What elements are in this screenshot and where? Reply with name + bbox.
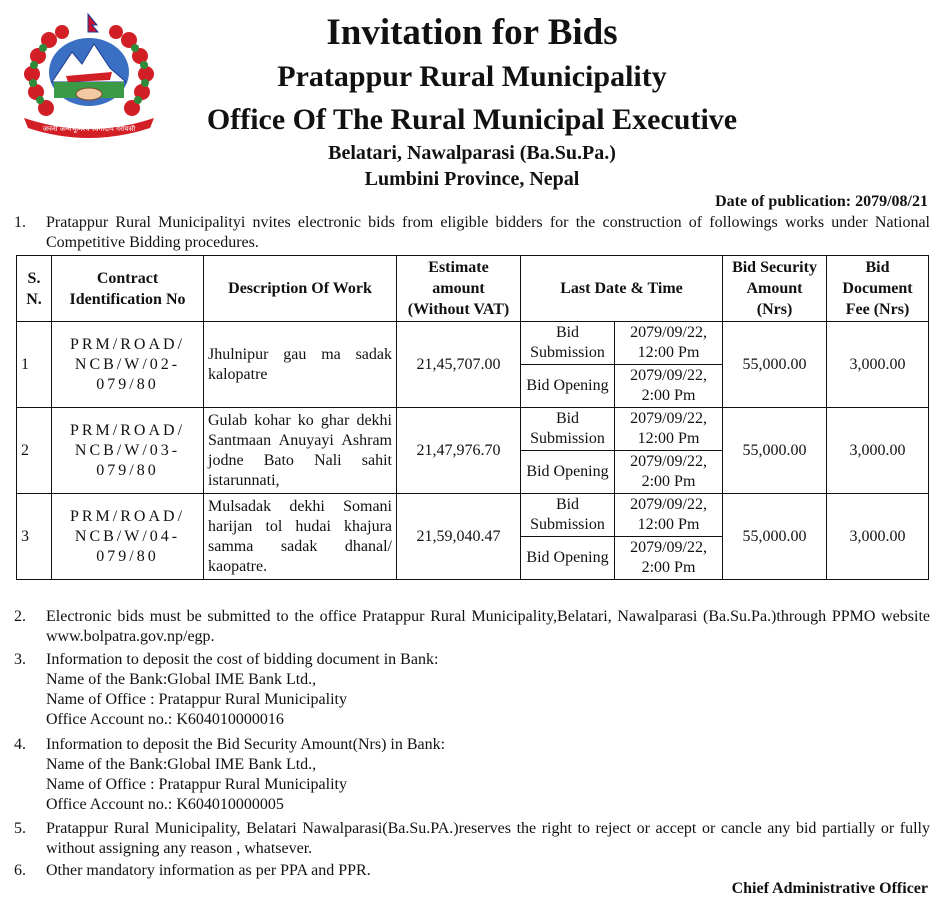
header-last-date: Last Date & Time [521,256,723,322]
item-number: 6. [14,862,26,879]
item-line: Name of Office : Pratappur Rural Municipality [46,691,347,708]
cell-sn: 3 [17,494,52,580]
office-name: Office Of The Rural Municipal Executive [206,103,738,136]
office-address: Belatari, Nawalparasi (Ba.Su.Pa.) [328,142,616,164]
cell-submission-time: 2079/09/22, 12:00 Pm [615,494,723,537]
cell-submission-label: Bid Submission [521,322,615,365]
cell-contract-id: PRM/ROAD/ NCB/W/04-079/80 [52,494,204,580]
cell-sn: 2 [17,408,52,494]
bids-table [16,255,929,580]
cell-submission-label: Bid Submission [521,408,615,451]
item-line: Office Account no.: K604010000005 [46,796,284,813]
item-number: 3. [14,651,26,668]
item-line: Information to deposit the Bid Security Amount(Nrs) in Bank: [46,736,446,753]
item-line: Office Account no.: K604010000016 [46,711,284,728]
page-title: Invitation for Bids [326,12,618,53]
header-sn: S. N. [17,256,52,322]
item-text: Other mandatory information as per PPA and PPR. [46,862,371,879]
intro-paragraph [14,213,930,253]
cell-estimate: 21,59,040.47 [397,494,521,580]
item-line: Information to deposit the cost of bidding document in Bank: [46,651,439,668]
cell-contract-id: PRM/ROAD/ NCB/W/03-079/80 [52,408,204,494]
item-2 [14,607,930,647]
header-estimate: Estimate amount (Without VAT) [397,256,521,322]
header-description: Description Of Work [204,256,397,322]
cell-description: Jhulnipur gau ma sadak kalopatre [204,322,397,408]
province-name: Lumbini Province, Nepal [364,168,580,190]
publication-date: Date of publication: 2079/08/21 [715,193,928,210]
cell-document-fee: 3,000.00 [827,322,929,408]
item-text: Pratappur Rural Municipality, Belatari Nawalparasi(Ba.Su.PA.)reserves the right to reject or accept or cancle any bid partially or fully without assigning any reason , whatsever. [46,820,930,857]
item-5 [14,819,930,859]
cell-estimate: 21,47,976.70 [397,408,521,494]
item-6 [14,861,930,881]
cell-document-fee: 3,000.00 [827,408,929,494]
item-line: Name of the Bank:Global IME Bank Ltd., [46,756,317,773]
cell-opening-time: 2079/09/22, 2:00 Pm [615,451,723,494]
header-document-fee: Bid Document Fee (Nrs) [827,256,929,322]
cell-document-fee: 3,000.00 [827,494,929,580]
item-text: Pratappur Rural Municipalityi nvites electronic bids from eligible bidders for the construction of followings works under National Competitive Bidding procedures. [46,214,930,251]
item-number: 2. [14,608,26,625]
item-line: Name of Office : Pratappur Rural Municipality [46,776,347,793]
header-contract-id: Contract Identification No [52,256,204,322]
item-number: 5. [14,820,26,837]
table-row [17,322,929,365]
cell-contract-id: PRM/ROAD/ NCB/W/02-079/80 [52,322,204,408]
item-3 [14,650,930,730]
cell-opening-time: 2079/09/22, 2:00 Pm [615,365,723,408]
cell-sn: 1 [17,322,52,408]
item-line: Name of the Bank:Global IME Bank Ltd., [46,671,317,688]
cell-submission-time: 2079/09/22, 12:00 Pm [615,322,723,365]
item-number: 4. [14,736,26,753]
cell-opening-label: Bid Opening [521,537,615,580]
signature-title: Chief Administrative Officer [731,880,928,897]
cell-opening-label: Bid Opening [521,365,615,408]
municipality-name: Pratappur Rural Municipality [277,60,667,93]
table-row [17,494,929,537]
item-4 [14,735,930,815]
cell-opening-label: Bid Opening [521,451,615,494]
table-row [17,408,929,451]
cell-submission-label: Bid Submission [521,494,615,537]
cell-bid-security: 55,000.00 [723,408,827,494]
header-bid-security: Bid Security Amount (Nrs) [723,256,827,322]
cell-description: Mulsadak dekhi Somani harijan tol hudai khajura samma sadak dhanal/ kaopatre. [204,494,397,580]
table-header-row [17,256,929,322]
cell-bid-security: 55,000.00 [723,494,827,580]
item-text: Electronic bids must be submitted to the office Pratappur Rural Municipality,Belatari, Nawalparasi (Ba.Su.Pa.)through PPMO website www.bolpatra.gov.np/egp. [46,608,930,645]
emblem-motto: जननी जन्मभूमिश्च स्वर्गादपि गरीयसी [42,125,136,133]
cell-description: Gulab kohar ko ghar dekhi Santmaan Anuyayi Ashram jodne Bato Nali sahit istarunnati, [204,408,397,494]
cell-opening-time: 2079/09/22, 2:00 Pm [615,537,723,580]
item-number: 1. [14,214,26,231]
cell-bid-security: 55,000.00 [723,322,827,408]
cell-estimate: 21,45,707.00 [397,322,521,408]
cell-submission-time: 2079/09/22, 12:00 Pm [615,408,723,451]
